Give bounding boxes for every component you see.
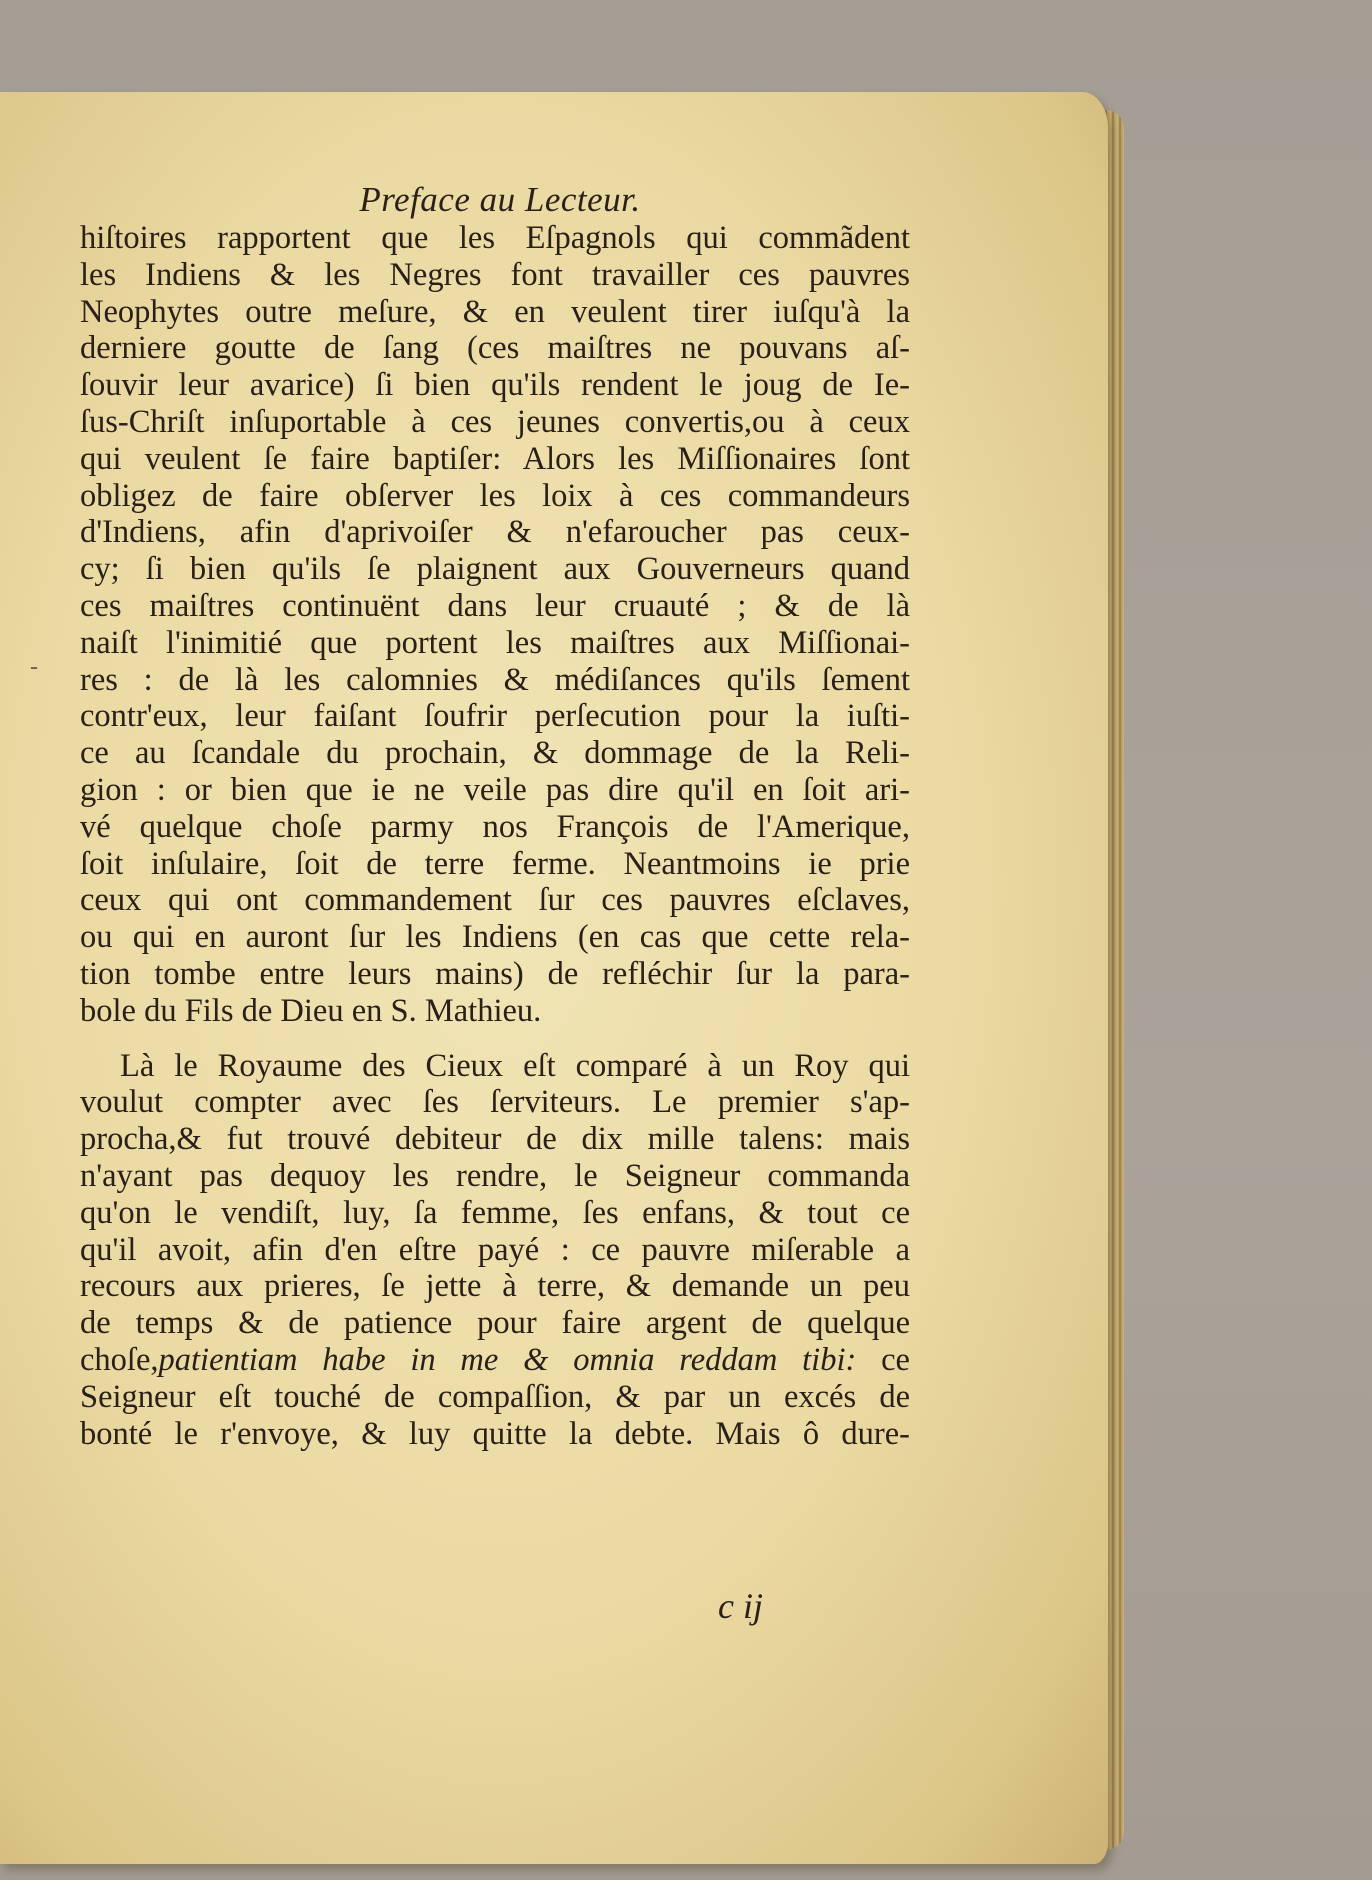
text-line: gion : or bien que ie ne veile pas dire qu'il en ſoit ari- (80, 771, 910, 808)
text-line: contr'eux, leur faiſant ſoufrir perſecution pour la iuſti- (80, 698, 910, 735)
text-line: recours aux prieres, ſe jette à terre, & demande un peu (80, 1268, 910, 1305)
text-line: ſouvir leur avarice) ſi bien qu'ils rendent le joug de Ie- (80, 367, 910, 404)
text-line: n'ayant pas dequoy les rendre, le Seigneur commanda (80, 1157, 910, 1194)
text-line: bole du Fils de Dieu en S. Mathieu. (80, 992, 542, 1029)
text-line: les Indiens & les Negres font travailler ces pauvres (80, 256, 910, 293)
text-line: qu'on le vendiſt, luy, ſa femme, ſes enfans, & tout ce (80, 1194, 910, 1231)
signature-mark: c ij (718, 1586, 763, 1626)
text-line: derniere goutte de ſang (ces maiſtres ne pouvans aſ- (80, 330, 910, 367)
body-text (80, 220, 910, 1452)
text-line: res : de là les calomnies & médiſances qu'ils ſement (80, 661, 910, 698)
latin-quote: patientiam habe in me & omnia reddam tibi: (158, 1341, 857, 1378)
text-line: Neophytes outre meſure, & en veulent tirer iuſqu'à la (80, 293, 910, 330)
text-line: d'Indiens, afin d'aprivoiſer & n'efaroucher pas ceux- (80, 514, 910, 551)
text-line: obligez de faire obſerver les loix à ces commandeurs (80, 477, 910, 514)
text-fragment: choſe, (80, 1341, 159, 1378)
text-line: voulut compter avec ſes ſerviteurs. Le premier s'ap- (80, 1084, 910, 1121)
text-line: Là le Royaume des Cieux eſt comparé à un Roy qui (120, 1047, 910, 1084)
text-line: Seigneur eſt touché de compaſſion, & par un excés de (80, 1378, 910, 1415)
text-line: ou qui en auront ſur les Indiens (en cas que cette rela- (80, 919, 910, 956)
text-fragment: ce (856, 1341, 910, 1378)
margin-mark: - (30, 654, 38, 680)
text-line: bonté le r'envoye, & luy quitte la debte. Mais ô dure- (80, 1415, 910, 1452)
text-line: vé quelque choſe parmy nos François de l'Amerique, (80, 808, 910, 845)
text-line: naiſt l'inimitié que portent les maiſtres aux Miſſionai- (80, 624, 910, 661)
text-line: ſus-Chriſt inſuportable à ces jeunes convertis,ou à ceux (80, 403, 910, 440)
text-line: ſoit inſulaire, ſoit de terre ferme. Neantmoins ie prie (80, 845, 910, 882)
text-line: de temps & de patience pour faire argent de quelque (80, 1305, 910, 1342)
text-line: procha,& fut trouvé debiteur de dix mille talens: mais (80, 1121, 910, 1158)
text-line: cy; ſi bien qu'ils ſe plaignent aux Gouverneurs quand (80, 551, 910, 588)
text-line-latin (80, 1342, 910, 1379)
running-head: Preface au Lecteur. (359, 180, 641, 219)
text-line: qui veulent ſe faire baptiſer: Alors les Miſſionaires ſont (80, 440, 910, 477)
text-line: qu'il avoit, afin d'en eſtre payé : ce pauvre miſerable a (80, 1231, 910, 1268)
text-line: tion tombe entre leurs mains) de refléchir ſur la para- (80, 955, 910, 992)
text-line: ces maiſtres continuënt dans leur cruauté ; & de là (80, 587, 910, 624)
text-line: ceux qui ont commandement ſur ces pauvres eſclaves, (80, 882, 910, 919)
text-line: hiſtoires rapportent que les Eſpagnols qui commãdent (80, 220, 910, 256)
paragraph-gap (80, 1030, 910, 1048)
text-line: ce au ſcandale du prochain, & dommage de la Reli- (80, 735, 910, 772)
